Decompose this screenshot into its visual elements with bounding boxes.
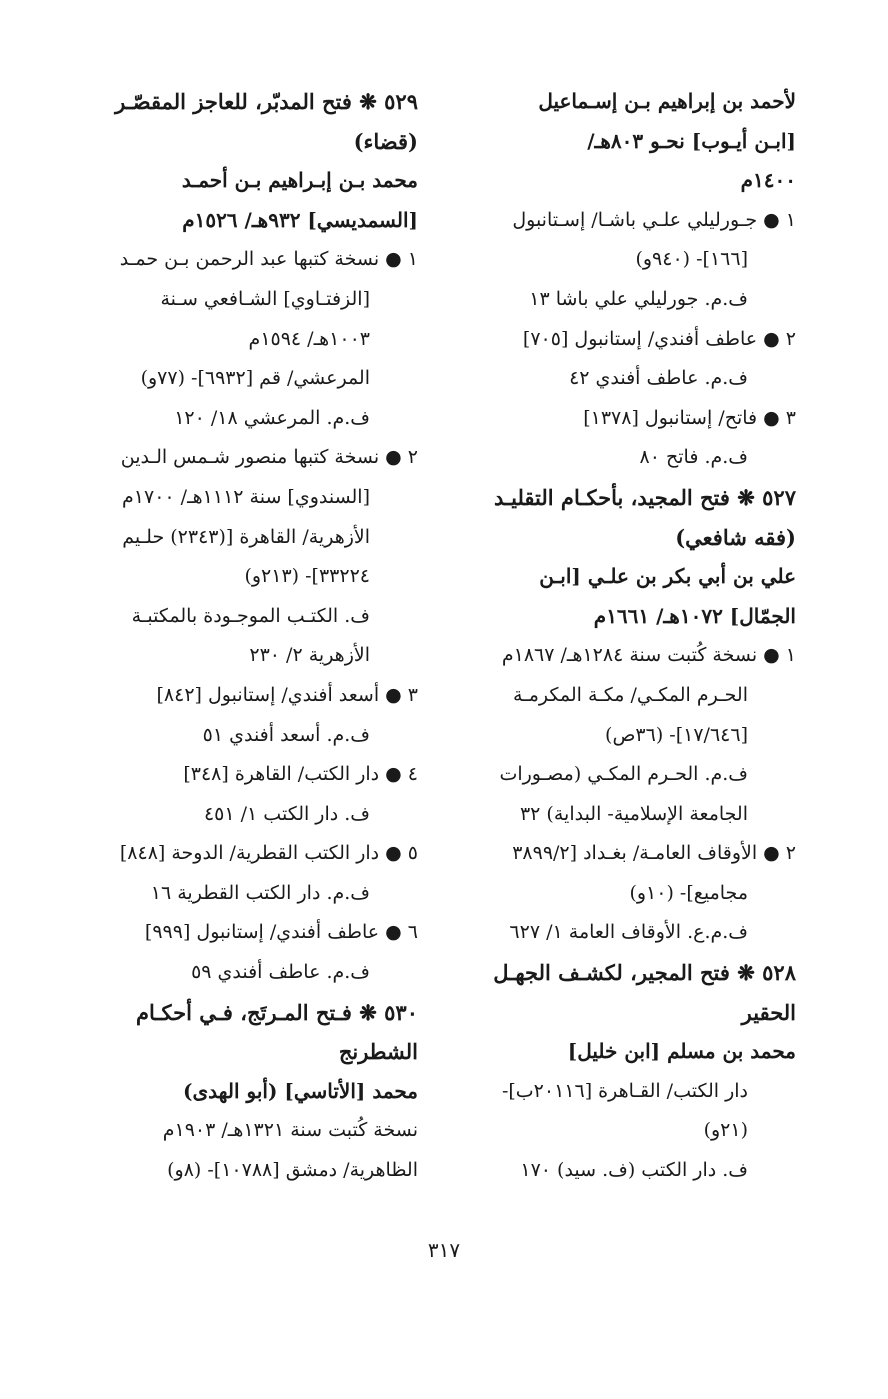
entry-text-line: الجامعة الإسلامية- البداية) ٣٢ <box>519 802 748 825</box>
entry-text-line: ف.م.ع. الأوقاف العامة ١/ ٦٢٧ <box>509 921 748 944</box>
entry-text-line: نسخة كُتبت سنة ١٣٢١هـ/ ١٩٠٣م <box>162 1119 418 1142</box>
entry-author-line: الجمّال] ١٠٧٢هـ/ ١٦٦١م <box>593 603 796 628</box>
entry-title-line: ٥٢٩ ❋ فتح المدبّر، للعاجز المقصّـر <box>115 89 418 114</box>
entry-author-line: محمد بن مسلم [ابن خليل] <box>567 1039 796 1064</box>
entry-text-line: (٢١و) <box>703 1119 748 1142</box>
entry-title-line: (فقه شافعي) <box>675 524 796 550</box>
entry-title-line: الحقير <box>741 999 796 1025</box>
entry-text-line: دار الكتب/ القـاهرة [٢٠١١٦ب]- <box>501 1079 748 1102</box>
entry-text-line: ف. الكتـب الموجـودة بالمكتبـة <box>131 604 370 627</box>
entry-text-line: ف.م. الحـرم المكـي (مصـورات <box>499 763 748 786</box>
entry-author-line: علي بن أبي بكر بن علـي [ابـن <box>539 564 796 589</box>
entry-text-line: ٣ ● أسعد أفندي/ إستانبول [٨٤٢] <box>156 683 418 706</box>
entry-text-line: ٤ ● دار الكتب/ القاهرة [٣٤٨] <box>183 763 418 786</box>
right-column <box>446 82 796 1191</box>
entry-text-line: الحـرم المكـي/ مكـة المكرمـة <box>513 683 748 706</box>
entry-text-line: [السندوي] سنة ١١١٢هـ/ ١٧٠٠م <box>122 485 370 508</box>
entry-author-line: [السمديسي] ٩٣٢هـ/ ١٥٢٦م <box>182 207 418 232</box>
entry-author-line: لأحمد بن إبراهيم بـن إسـماعيل <box>538 89 796 113</box>
entry-text-line: ف.م. عاطف أفندي ٤٢ <box>569 367 748 390</box>
entry-author-line: محمد بـن إبـراهيم بـن أحمـد <box>181 168 418 193</box>
entry-text-line: ف.م. عاطف أفندي ٥٩ <box>191 961 370 984</box>
entry-text-line: ٣ ● فاتح/ إستانبول [١٣٧٨] <box>583 406 796 429</box>
entry-text-line: ف. دار الكتب (ف. سيد) ١٧٠ <box>520 1159 748 1182</box>
entry-title-line: الشطرنج <box>338 1039 418 1065</box>
entry-title-line: (قضاء) <box>353 128 418 154</box>
entry-text-line: ف. دار الكتب ١/ ٤٥١ <box>203 802 370 825</box>
entry-text-line: [١٧/٦٤٦]- (٣٦ص) <box>605 723 748 746</box>
entry-text-line: المرعشي/ قم [٦٩٣٢]- (٧٧و) <box>140 367 370 390</box>
left-column <box>68 82 418 1191</box>
entry-text-line: ف.م. دار الكتب القطرية ١٦ <box>150 881 370 904</box>
entry-text-line: [الزفتـاوي] الشـافعي سـنة <box>160 287 370 310</box>
entry-title-line: ٥٣٠ ❋ فـتح المـرتَج، فـي أحكـام <box>135 999 418 1025</box>
entry-text-line: [١٦٦]- (٩٤٠و) <box>635 248 748 271</box>
entry-text-line: ٢ ● الأوقاف العامـة/ بغـداد [٣٨٩٩/٢ <box>512 842 796 865</box>
entry-author-line: ١٤٠٠م <box>740 168 796 193</box>
entry-text-line: ف.م. أسعد أفندي ٥١ <box>202 723 370 746</box>
entry-text-line: ٣٣٢٢٤]- (٢١٣و) <box>244 565 370 588</box>
entry-text-line: ١٠٠٣هـ/ ١٥٩٤م <box>248 327 370 350</box>
entry-text-line: ١ ● نسخة كُتبت سنة ١٢٨٤هـ/ ١٨٦٧م <box>501 644 796 667</box>
entry-title-line: ٥٢٨ ❋ فتح المجير، لكشـف الجهـل <box>493 960 796 986</box>
entry-text-line: ١ ● نسخة كتبها عبد الرحمن بـن حمـد <box>119 248 418 271</box>
entry-text-line: ٦ ● عاطف أفندي/ إستانبول [٩٩٩] <box>144 921 418 944</box>
entry-text-line: الأزهرية/ القاهرة [(٢٣٤٣) حلـيم <box>122 525 370 548</box>
entry-text-line: ٢ ● نسخة كتبها منصور شـمس الـدين <box>120 446 418 469</box>
entry-text-line: الأزهرية ٢/ ٢٣٠ <box>249 644 370 667</box>
entry-title-line: ٥٢٧ ❋ فتح المجيد، بأحكـام التقليـد <box>493 484 796 510</box>
entry-text-line: ٥ ● دار الكتب القطرية/ الدوحة [٨٤٨] <box>119 842 418 865</box>
entry-text-line: ف.م. المرعشي ١٨/ ١٢٠ <box>174 406 370 429</box>
entry-author-line: محمد [الأتاسي] (أبو الهدى) <box>183 1078 418 1103</box>
entry-text-line: ف.م. جورليلي علي باشا ١٣ <box>529 287 748 310</box>
entry-author-line: [ابـن أيـوب] نحـو ٨٠٣هـ/ <box>587 128 796 153</box>
entry-text-line: مجاميع]- (١٠و) <box>629 881 748 904</box>
entry-text-line: الظاهرية/ دمشق [١٠٧٨٨]- (٨و) <box>167 1159 418 1182</box>
page-number: ٣١٧ <box>427 1238 461 1262</box>
entry-text-line: ٢ ● عاطف أفندي/ إستانبول [٧٠٥] <box>522 327 796 350</box>
entry-text-line: ١ ● جـورليلي علـي باشـا/ إسـتانبول <box>512 208 796 231</box>
entry-text-line: ف.م. فاتح ٨٠ <box>639 446 748 469</box>
